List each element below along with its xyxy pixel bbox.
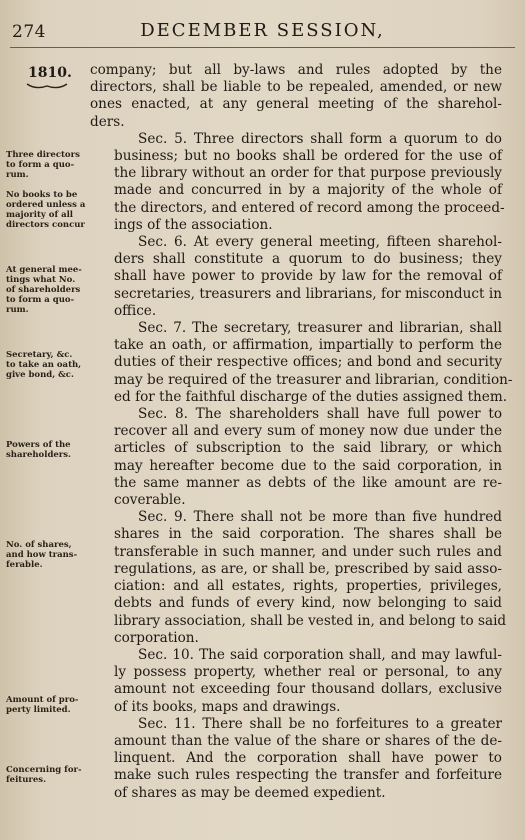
marginal-note-line: to take an oath, (6, 360, 82, 370)
paragraph-sec7 (90, 320, 513, 406)
text-line: transferable in such manner, and under such rules and (114, 543, 502, 560)
text-line: Sec. 11. There shall be no forfeitures to a greater (138, 715, 502, 732)
marginal-note-line: perty limited. (6, 705, 71, 715)
marginal-note-powers (6, 440, 90, 460)
marginal-note-line: No books to be (6, 190, 78, 200)
marginal-note-line: rum. (6, 305, 29, 315)
marginal-note-line: feitures. (6, 775, 47, 785)
text-line: ly possess property, whether real or personal, to any (114, 664, 502, 681)
text-line: library association, shall be vested in, and belong to said (114, 612, 507, 629)
text-line: make such rules respecting the transfer and forfeiture (114, 767, 502, 784)
marginal-note-general-meeting (6, 265, 90, 315)
text-line: ders shall constitute a quorum to do business; they (114, 251, 502, 268)
text-line: take an oath, or affirmation, impartially to perform the (114, 337, 502, 354)
marginal-note-line: No. of shares, (6, 540, 72, 550)
text-line: duties of their respective offices; and bond and security (114, 354, 502, 371)
year-brace-ornament (26, 82, 68, 90)
paragraph-sec9 (90, 509, 507, 647)
text-line: debts and funds of every kind, now belonging to said (114, 595, 502, 612)
marginal-note-line: tings what No. (6, 275, 76, 285)
marginal-note-line: to form a quo- (6, 160, 75, 170)
marginal-note-forfeitures (6, 765, 90, 785)
text-line: made and concurred in by a majority of the whole of (114, 182, 502, 199)
text-line: corporation. (114, 629, 199, 646)
text-line: Sec. 10. The said corporation shall, and may lawful- (138, 646, 502, 663)
marginal-note-line: shareholders. (6, 450, 72, 460)
marginal-note-property (6, 695, 90, 715)
text-line: directors, shall be liable to be repealed, amended, or new (90, 79, 502, 96)
text-line: office. (114, 302, 157, 319)
marginal-note-line: Powers of the (6, 440, 71, 450)
marginal-note-line: Amount of pro- (6, 695, 79, 705)
marginal-note-line: rum. (6, 170, 29, 180)
marginal-note-line: At general mee- (6, 265, 82, 275)
marginal-note-line: give bond, &c. (6, 370, 74, 380)
text-line: recover all and every sum of money now due under the (114, 423, 502, 440)
text-line: Sec. 6. At every general meeting, fifteen sharehol- (138, 234, 502, 251)
marginal-note-books (6, 190, 90, 230)
paragraph-sec6 (90, 234, 502, 320)
text-line: articles of subscription to the said library, or which (114, 440, 502, 457)
text-line: shares in the said corporation. The shares shall be (114, 526, 502, 543)
text-line: business; but no books shall be ordered for the use of (114, 148, 502, 165)
text-line: ders. (90, 113, 125, 130)
text-line: linquent. And the corporation shall have power to (114, 750, 502, 767)
text-line: may be required of the treasurer and librarian, condition- (114, 371, 513, 388)
paragraph-sec5 (90, 130, 505, 234)
marginal-note-line: ferable. (6, 560, 43, 570)
text-line: ed for the faithful discharge of the duties assigned them. (114, 388, 508, 405)
marginal-note-line: of shareholders (6, 285, 81, 295)
text-line: amount than the value of the share or shares of the de- (114, 732, 502, 749)
paragraph-sec11 (90, 716, 502, 802)
marginal-note-line: Secretary, &c. (6, 350, 73, 360)
page-number: 274 (12, 22, 46, 42)
text-line: Sec. 7. The secretary, treasurer and librarian, shall (138, 320, 502, 337)
text-line: the same manner as debts of the like amount are re- (114, 474, 502, 491)
text-line: Sec. 9. There shall not be more than five hundred (138, 509, 502, 526)
marginal-note-line: ordered unless a (6, 200, 86, 210)
marginal-note-line: Three directors (6, 150, 80, 160)
paragraph-sec8 (90, 406, 502, 509)
text-line: of shares as may be deemed expedient. (114, 784, 386, 801)
text-line: coverable. (114, 492, 186, 509)
text-line: the library without an order for that purpose previously (114, 165, 502, 182)
marginal-note-shares (6, 540, 90, 570)
text-line: of its books, maps and drawings. (114, 698, 341, 715)
marginal-note-line: to form a quo- (6, 295, 75, 305)
text-line: Sec. 8. The shareholders shall have full power to (138, 406, 502, 423)
text-line: shall have power to provide by law for the removal of (114, 268, 502, 285)
text-line: amount not exceeding four thousand dollars, exclusive (114, 681, 502, 698)
text-line: the directors, and entered of record among the proceed- (114, 199, 505, 216)
header-rule (10, 47, 515, 48)
margin-year: 1810. (28, 65, 72, 81)
text-line: may hereafter become due to the said corporation, in (114, 457, 502, 474)
marginal-note-line: directors concur (6, 220, 85, 230)
marginal-note-line: majority of all (6, 210, 74, 220)
body-text (90, 62, 513, 802)
text-line: company; but all by-laws and rules adopted by the (90, 62, 502, 78)
paragraph-intro (90, 62, 502, 131)
text-line: Sec. 5. Three directors shall form a quorum to do (138, 130, 502, 147)
text-line: ciation: and all estates, rights, properties, privileges, (114, 578, 502, 595)
marginal-note-secretary (6, 350, 90, 380)
marginal-note-line: and how trans- (6, 550, 78, 560)
text-line: ones enacted, at any general meeting of the sharehol- (90, 96, 502, 113)
text-line: secretaries, treasurers and librarians, for misconduct in (114, 285, 502, 302)
text-line: ings of the association. (114, 216, 273, 233)
paragraph-sec10 (90, 647, 502, 716)
running-head: DECEMBER SESSION, (140, 20, 385, 41)
marginal-note-quorum (6, 150, 90, 180)
page-header (0, 20, 525, 46)
marginal-note-line: Concerning for- (6, 765, 82, 775)
text-line: regulations, as are, or shall be, prescribed by said asso- (114, 560, 502, 577)
